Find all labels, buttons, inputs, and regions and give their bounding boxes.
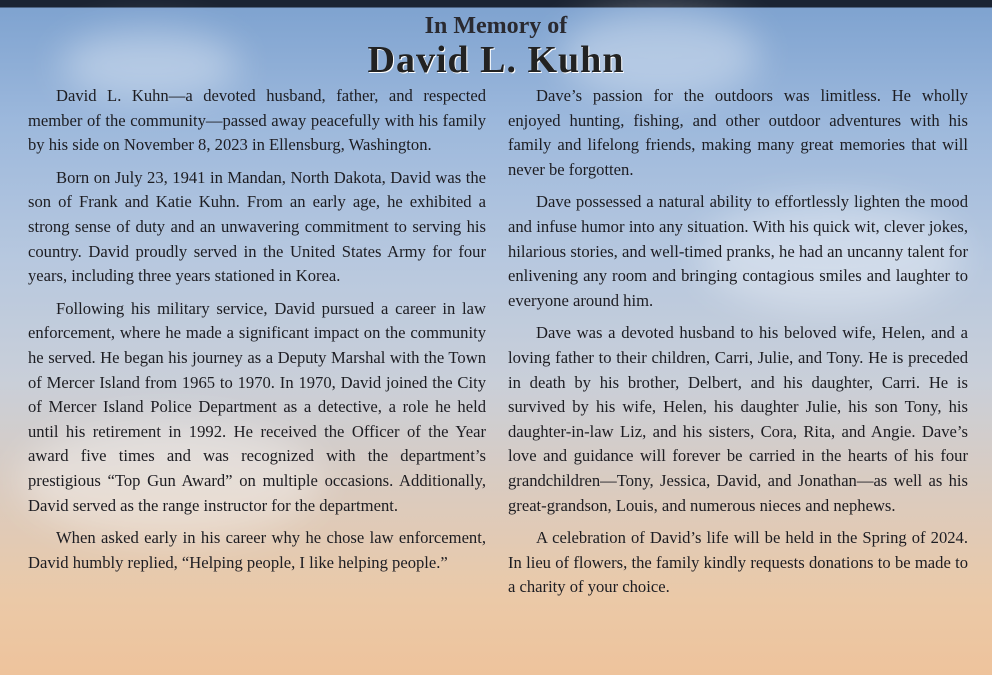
paragraph: A celebration of David’s life will be held in the Spring of 2024. In lieu of flowers, the family kindly requests donations to be made to a charity of your choice.: [508, 528, 968, 597]
left-column: [28, 84, 486, 583]
obituary-header: [0, 12, 992, 80]
paragraph: Dave’s passion for the outdoors was limitless. He wholly enjoyed hunting, fishing, and other outdoor adventures with his family and lifelong friends, making many great memories that will never be forgotten.: [508, 86, 968, 179]
paragraph: Dave was a devoted husband to his beloved wife, Helen, and a loving father to their children, Carri, Julie, and Tony. He is preceded in death by his brother, Delbert, and his daughter, Carri. He is survived by his wife, Helen, his daughter Julie, his son Tony, his daughter-in-law Liz, and his sisters, Cora, Rita, and Angie. Dave’s love and guidance will forever be carried in the hearts of his four grandchildren—Tony, Jessica, David, and Jonathan—as well as his great-grandson, Louis, and numerous nieces and nephews.: [508, 323, 968, 515]
deceased-name: David L. Kuhn: [367, 39, 625, 81]
paragraph: Following his military service, David pursued a career in law enforcement, where he made a significant impact on the community he served. He began his journey as a Deputy Marshal with the Town of Mercer Island from 1965 to 1970. In 1970, David joined the City of Mercer Island Police Department as a detective, a role he held until his retirement in 1992. He received the Officer of the Year award five times and was recognized with the department’s prestigious “Top Gun Award” on multiple occasions. Additionally, David served as the range instructor for the department.: [28, 298, 486, 515]
paragraph: When asked early in his career why he chose law enforcement, David humbly replied, “Helping people, I like helping people.”: [28, 528, 486, 572]
paragraph: David L. Kuhn—a devoted husband, father, and respected member of the community—passed away peacefully with his family by his side on November 8, 2023 in Ellensburg, Washington.: [28, 86, 486, 155]
header-subtitle: In Memory of: [424, 13, 568, 39]
right-column: [508, 84, 968, 608]
paragraph: Born on July 23, 1941 in Mandan, North Dakota, David was the son of Frank and Katie Kuhn. From an early age, he exhibited a strong sense of duty and an unwavering commitment to serving his country. David proudly served in the United States Army for four years, including three years stationed in Korea.: [28, 167, 486, 286]
paragraph: Dave possessed a natural ability to effortlessly lighten the mood and infuse humor into any situation. With his quick wit, clever jokes, hilarious stories, and well-timed pranks, he had an uncanny talent for enlivening any room and bringing contagious smiles and laughter to everyone around him.: [508, 192, 968, 310]
